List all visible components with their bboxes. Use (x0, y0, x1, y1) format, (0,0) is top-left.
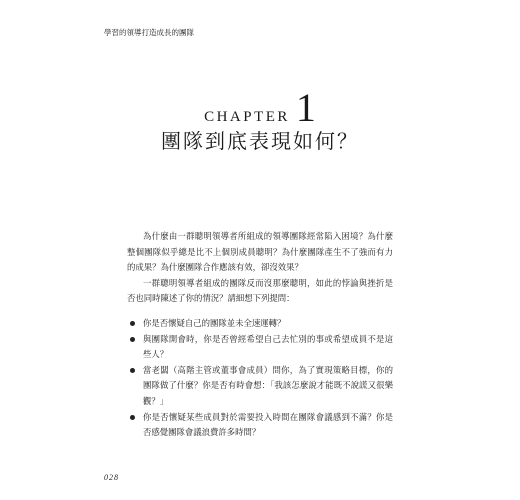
question-text: 你是否懷疑自己的團隊並未全速運轉？ (143, 317, 286, 328)
question-item (127, 410, 393, 441)
bullet-dot-icon (130, 321, 135, 326)
body-text (127, 229, 393, 441)
bullet-dot-icon (130, 368, 135, 373)
bullet-dot-icon (130, 337, 135, 342)
chapter-title: 團隊到底表現如何？ (161, 129, 359, 153)
question-list (127, 316, 393, 441)
question-item (127, 332, 393, 363)
question-item (127, 316, 393, 332)
page-number: 028 (104, 473, 119, 482)
paragraph: 為什麼由一群聰明領導者所組成的領導團隊經常陷入困境？為什麼整個團隊似乎總是比不上個別成員聰明？為什麼團隊產生不了強而有力的成果？為什麼團隊合作應該有效，卻沒效果？ (127, 231, 393, 273)
chapter-label: CHAPTER (204, 109, 290, 125)
question-item (127, 363, 393, 410)
chapter-heading (0, 85, 520, 130)
question-text: 與團隊開會時，你是否曾經希望自己去忙別的事或希望成員不是這些人？ (143, 333, 393, 360)
paragraph: 一群聰明領導者組成的團隊反而沒那麼聰明，如此的悖論與挫折是否也同時陳述了你的情況？請細想下列提問： (127, 277, 393, 304)
running-header: 學習的領導打造成長的團隊 (104, 28, 194, 37)
question-text: 當老闆（高階主管或董事會成員）問你，為了實現策略目標，你的團隊做了什麼？你是否有時會想：「我該怎麼說才能既不說謊又很樂觀？」 (143, 364, 393, 406)
bullet-dot-icon (130, 415, 135, 420)
question-text: 你是否懷疑某些成員對於需要投入時間在團隊會議感到不滿？你是否感覺團隊會議浪費許多時間？ (143, 411, 393, 438)
chapter-number: 1 (295, 85, 316, 130)
